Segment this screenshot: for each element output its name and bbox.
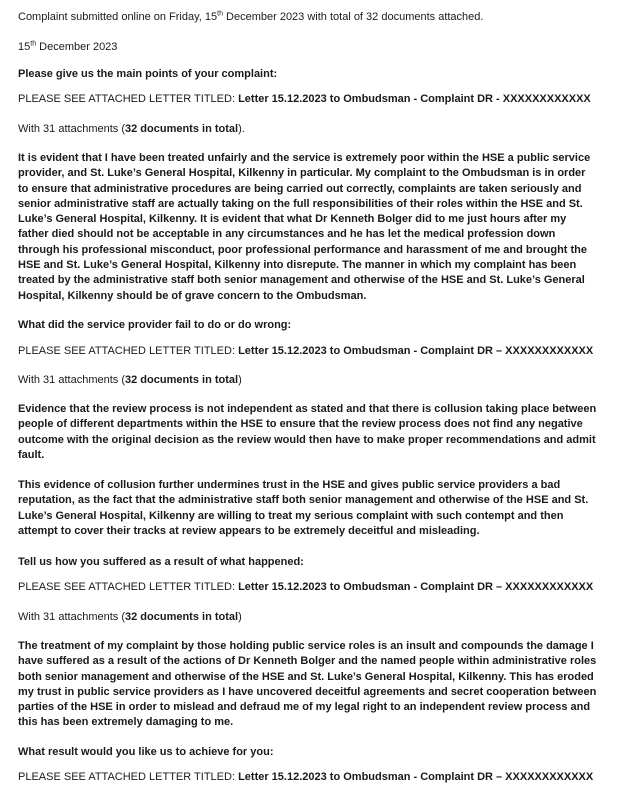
- suffering-paragraph: The treatment of my complaint by those holding public service roles is an insult and compounds the damage I have suffered as a result of the actions of Dr Kenneth Bolger and the named people within administrative roles both senior management and otherwise of the HSE and St. Luke’s General Hospital, Kilkenny. This has eroded my trust in public service providers as I have uncovered deceitful agreements and secret cooperation between parties of the HSE in order to mislead and defraud me of my legal right to an independent review process and this has been extremely damaging to me.: [18, 640, 597, 729]
- submission-text: Complaint submitted online on Friday, 15: [18, 11, 218, 23]
- attached-letter-title: Letter 15.12.2023 to Ombudsman - Complaint DR – XXXXXXXXXXXX: [238, 345, 594, 357]
- date-rest: December 2023: [36, 41, 118, 53]
- attachments-close: ): [238, 374, 242, 386]
- attachments-total: 32 documents in total: [125, 123, 239, 135]
- attached-letter-label: PLEASE SEE ATTACHED LETTER TITLED:: [18, 581, 239, 593]
- evidence-paragraph: Evidence that the review process is not independent as stated and that there is collusion taking place between people of different departments within the HSE to ensure that the review process does not find any negative outcome with the original decision as the review would then have to make proper recommendations and admit fault.: [18, 403, 597, 461]
- attached-letter-label: PLEASE SEE ATTACHED LETTER TITLED:: [18, 771, 239, 783]
- submission-note: [18, 10, 615, 24]
- attached-letter-label: PLEASE SEE ATTACHED LETTER TITLED:: [18, 345, 239, 357]
- attached-letter-label: PLEASE SEE ATTACHED LETTER TITLED:: [18, 93, 239, 105]
- question-suffering: Tell us how you suffered as a result of what happened:: [18, 556, 304, 568]
- attached-letter-title: Letter 15.12.2023 to Ombudsman - Complaint DR - XXXXXXXXXXXX: [238, 93, 591, 105]
- attached-letter-ref: [18, 92, 615, 106]
- attached-letter-ref: [18, 344, 615, 358]
- question-failure: What did the service provider fail to do or do wrong:: [18, 319, 292, 331]
- collusion-paragraph: This evidence of collusion further undermines trust in the HSE and gives public service providers a bad reputation, as the fact that the administrative staff both senior management and otherwise of the HSE and St. Luke’s General Hospital, Kilkenny are willing to treat my serious complaint with such contempt and then attempt to cover their tracks at review appears to be extremely deceitful and misleading.: [18, 479, 589, 537]
- ordinal-suffix: th: [30, 40, 37, 48]
- attachments-note: [18, 610, 615, 624]
- submission-text-end: December 2023 with total of 32 documents attached.: [222, 11, 484, 23]
- date-day: 15: [18, 41, 31, 53]
- question-main-points: Please give us the main points of your complaint:: [18, 68, 278, 80]
- ordinal-suffix: th: [217, 10, 223, 18]
- attachments-text: With 31 attachments (: [18, 123, 125, 135]
- attachments-text: With 31 attachments (: [18, 374, 125, 386]
- attachments-total: 32 documents in total: [125, 374, 239, 386]
- attachments-text: With 31 attachments (: [18, 611, 125, 623]
- document-date: [18, 40, 615, 54]
- attachments-close: ): [238, 611, 242, 623]
- attached-letter-ref: [18, 770, 615, 784]
- complaint-paragraph: It is evident that I have been treated unfairly and the service is extremely poor within the HSE a public service provider, and St. Luke’s General Hospital, Kilkenny in particular. My complaint to the Ombudsman is in order to ensure that administrative procedures are being carried out correctly, complaints are taken seriously and senior administrative staff are actually taking on the full responsibilities of their roles within the HSE and St. Luke’s General Hospital, Kilkenny. It is evident that what Dr Kenneth Bolger did to me just hours after my father died should not be acceptable in any circumstances and he has let the medical profession down through his professional misconduct, poor professional performance and harassment of me and brought the HSE and St. Luke’s General Hospital, Kilkenny into disrepute. The manner in which my complaint has been treated by the administrative staff both senior management and otherwise of the HSE and St. Luke’s General Hospital, Kilkenny should be of grave concern to the Ombudsman.: [18, 152, 591, 302]
- attachments-note: [18, 122, 615, 136]
- attachments-total: 32 documents in total: [125, 611, 239, 623]
- attached-letter-ref: [18, 580, 615, 594]
- attachments-note: [18, 373, 615, 387]
- attached-letter-title: Letter 15.12.2023 to Ombudsman - Complaint DR – XXXXXXXXXXXX: [238, 771, 594, 783]
- attachments-close: ).: [238, 123, 245, 135]
- question-result: What result would you like us to achieve for you:: [18, 746, 274, 758]
- attached-letter-title: Letter 15.12.2023 to Ombudsman - Complaint DR – XXXXXXXXXXXX: [238, 581, 594, 593]
